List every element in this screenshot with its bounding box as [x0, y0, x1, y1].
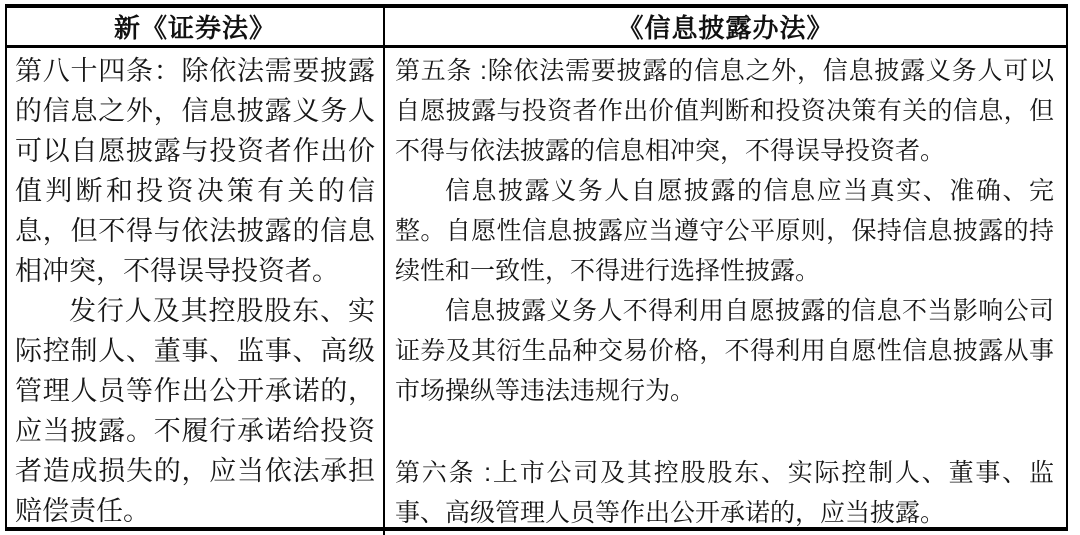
paragraph-article-6: 第六条 :上市公司及其控股股东、实际控制人、董事、监事、高级管理人员等作出公开承诺的，应当披露。 — [395, 459, 1054, 527]
paragraph-article-5: 第五条 :除依法需要披露的信息之外，信息披露义务人可以自愿披露与投资者作出价值判断和投资决策有关的信息，但不得与依法披露的信息相冲突，不得误导投资者。 — [395, 57, 1054, 165]
comparison-table — [5, 4, 1068, 531]
disclosure-measures-header: 《信息披露办法》 — [617, 13, 834, 43]
paragraph-issuer-commitments: 发行人及其控股股东、实际控制人、董事、监事、高级管理人员等作出公开承诺的，应当披露。不履行承诺给投资者造成损失的，应当依法承担赔偿责任。 — [15, 296, 375, 526]
body-row — [7, 48, 1066, 535]
securities-law-cell — [7, 48, 385, 535]
disclosure-measures-cell — [385, 48, 1066, 535]
paragraph-article-84: 第八十四条：除依法需要披露的信息之外，信息披露义务人可以自愿披露与投资者作出价值判断和投资决策有关的信息，但不得与依法披露的信息相冲突，不得误导投资者。 — [15, 56, 375, 286]
securities-law-header: 新《证券法》 — [7, 8, 385, 45]
paragraph-no-manipulation: 信息披露义务人不得利用自愿披露的信息不当影响公司证券及其衍生品种交易价格，不得利用自愿性信息披露从事市场操纵等违法违规行为。 — [395, 297, 1054, 405]
header-row — [7, 8, 1066, 48]
paragraph-truthful-disclosure: 信息披露义务人自愿披露的信息应当真实、准确、完整。自愿性信息披露应当遵守公平原则，保持信息披露的持续性和一致性，不得进行选择性披露。 — [395, 177, 1054, 285]
